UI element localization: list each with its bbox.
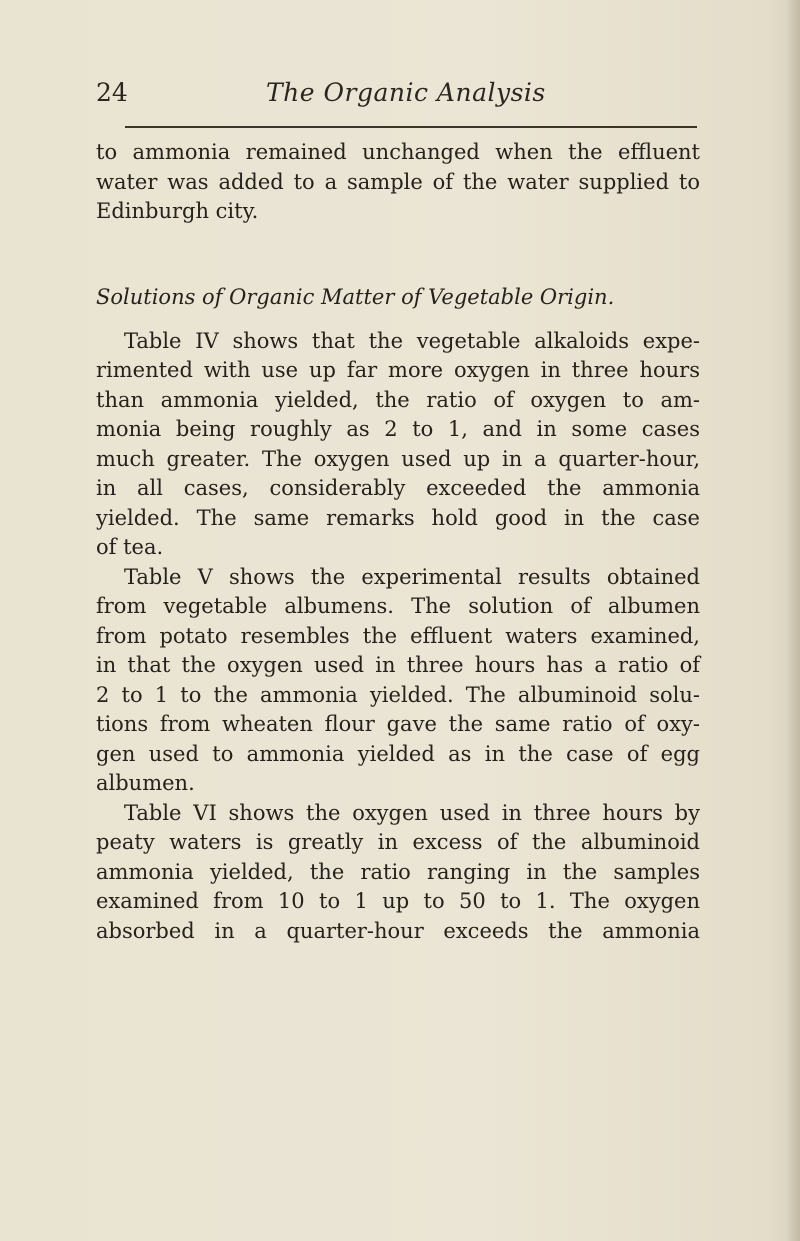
paragraph-4 (96, 799, 700, 947)
paragraph-3 (96, 563, 700, 799)
text-line: water was added to a sample of the water supplied to (96, 169, 700, 194)
text-line: Table IV shows that the vegetable alkaloids expe- (124, 328, 700, 353)
text-line: examined from 10 to 1 up to 50 to 1. The oxygen (96, 889, 700, 913)
text-line: in that the oxygen used in three hours has a ratio of (96, 653, 700, 677)
text-line: of tea. (96, 535, 164, 559)
text-line: absorbed in a quarter-hour exceeds the ammonia (96, 918, 700, 943)
text-line: rimented with use up far more oxygen in three hours (96, 358, 700, 382)
text-line: Edinburgh city. (96, 199, 259, 223)
text-line: Table VI shows the oxygen used in three hours by (124, 800, 700, 825)
text-line: peaty waters is greatly in excess of the albuminoid (96, 830, 700, 854)
running-title: The Organic Analysis (266, 78, 546, 107)
section-heading: Solutions of Organic Matter of Vegetable Origin. (96, 284, 615, 309)
running-head (96, 78, 696, 118)
paragraph-2 (96, 327, 700, 563)
text-line: Table V shows the experimental results obtained (124, 564, 700, 589)
text-line: ammonia yielded, the ratio ranging in the samples (96, 859, 700, 884)
text-line: from potato resembles the effluent waters examined, (96, 623, 700, 648)
text-line: than ammonia yielded, the ratio of oxygen to am- (96, 387, 700, 412)
text-line: 2 to 1 to the ammonia yielded. The albuminoid solu- (96, 682, 700, 707)
page-edge-shadow (786, 0, 800, 1241)
text-line: to ammonia remained unchanged when the effluent (96, 140, 700, 164)
text-line: from vegetable albumens. The solution of albumen (96, 594, 700, 618)
body-text (96, 138, 700, 946)
text-line: tions from wheaten flour gave the same ratio of oxy- (96, 712, 700, 736)
header-rule (125, 126, 697, 128)
text-line: in all cases, considerably exceeded the ammonia (96, 476, 700, 500)
text-line: gen used to ammonia yielded as in the case of egg (96, 741, 700, 766)
page-number: 24 (96, 78, 128, 107)
text-line: yielded. The same remarks hold good in the case (96, 505, 700, 530)
text-line: albumen. (96, 771, 195, 795)
paragraph-1 (96, 138, 700, 227)
text-line: monia being roughly as 2 to 1, and in some cases (96, 417, 700, 441)
text-line: much greater. The oxygen used up in a quarter-hour, (96, 446, 700, 471)
